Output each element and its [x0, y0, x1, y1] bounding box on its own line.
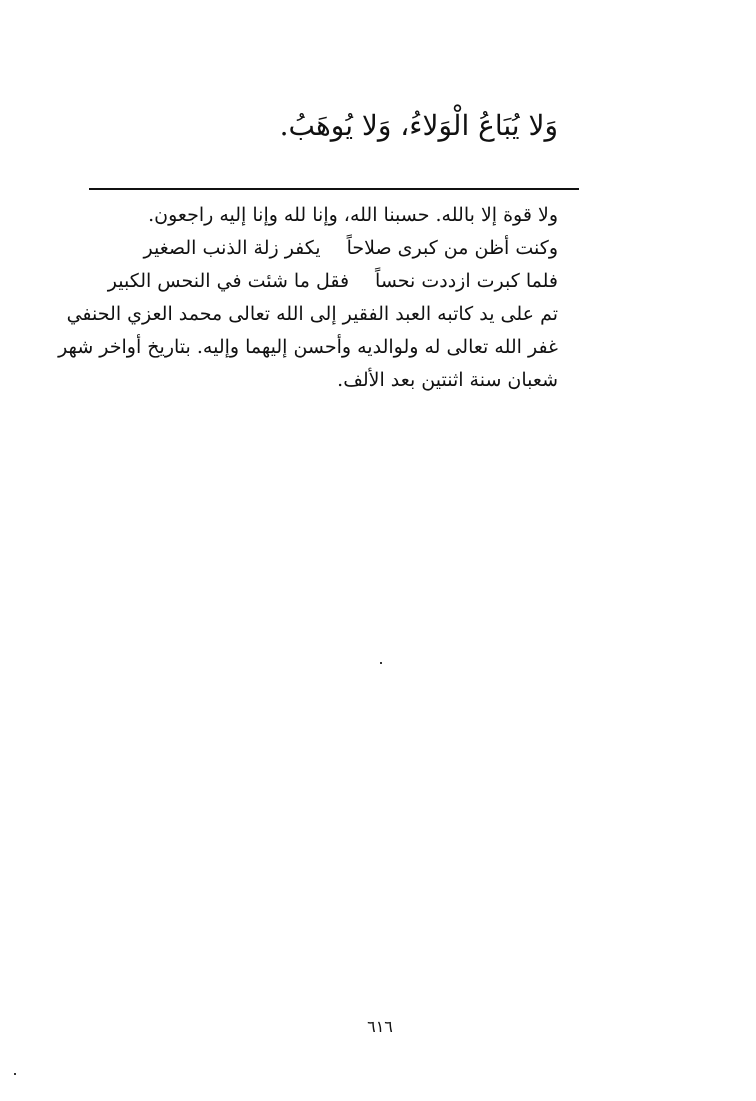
footnote-block — [58, 199, 558, 397]
verse-1-first-hemistich: وكنت أظن من كبرى صلاحاً — [346, 237, 558, 259]
poem-verse-2 — [88, 265, 558, 298]
scan-speck — [380, 662, 382, 664]
colophon-line-3: شعبان سنة اثنتين بعد الألف. — [337, 369, 558, 391]
main-text-line: وَلا يُبَاعُ الْوَلاءُ، وَلا يُوهَبُ. — [279, 109, 558, 142]
footnote-separator — [89, 188, 579, 190]
verse-2-first-hemistich: فلما كبرت ازددت نحساً — [375, 270, 558, 292]
scan-speck — [14, 1073, 16, 1075]
footnote-line-1: ولا قوة إلا بالله. حسبنا الله، وإنا لله وإنا إليه راجعون. — [148, 204, 558, 226]
poem-verse-1 — [88, 232, 558, 265]
page-number: ٦١٦ — [367, 1017, 393, 1036]
verse-2-second-hemistich: فقل ما شئت في النحس الكبير — [107, 270, 350, 292]
colophon-line-1: تم على يد كاتبه العبد الفقير إلى الله تعالى محمد العزي الحنفي — [66, 303, 558, 325]
colophon-line-2: غفر الله تعالى له ولوالديه وأحسن إليهما وإليه. بتاريخ أواخر شهر — [58, 336, 558, 358]
verse-1-second-hemistich: يكفر زلة الذنب الصغير — [143, 237, 321, 259]
